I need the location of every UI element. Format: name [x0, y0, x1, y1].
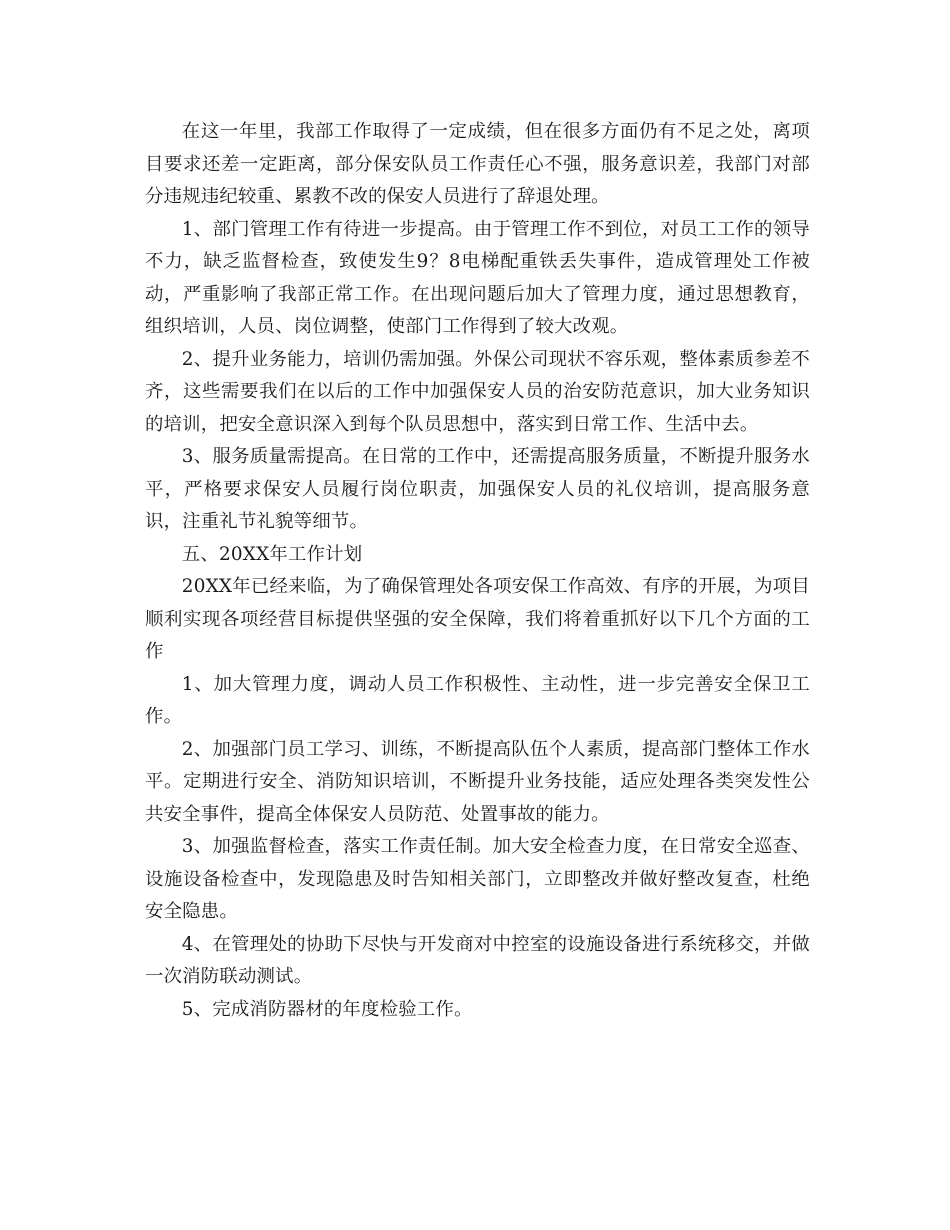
paragraph-summary: 在这一年里，我部工作取得了一定成绩，但在很多方面仍有不足之处，离项目要求还差一定距离，部分保安队员工作责任心不强，服务意识差，我部门对部分违规违纪较重、累教不改的保安人员进行了辞退处理。 [145, 121, 810, 207]
paragraph-issue-2: 2、提升业务能力，培训仍需加强。外保公司现状不容乐观，整体素质参差不齐，这些需要我们在以后的工作中加强保安人员的治安防范意识，加大业务知识的培训，把安全意识深入到每个队员思想中，落实到日常工作、生活中去。 [145, 348, 810, 435]
paragraph-plan-4: 4、在管理处的协助下尽快与开发商对中控室的设施设备进行系统移交，并做一次消防联动测试。 [145, 933, 810, 987]
paragraph-plan-1: 1、加大管理力度，调动人员工作积极性、主动性，进一步完善安全保卫工作。 [145, 673, 810, 727]
paragraph-issue-3: 3、服务质量需提高。在日常的工作中，还需提高服务质量，不断提升服务水平，严格要求保安人员履行岗位职责，加强保安人员的礼仪培训，提高服务意识，注重礼节礼貌等细节。 [145, 446, 810, 532]
paragraph-issue-1: 1、部门管理工作有待进一步提高。由于管理工作不到位，对员工工作的领导不力，缺乏监督检查，致使发生9？8电梯配重铁丢失事件，造成管理处工作被动，严重影响了我部正常工作。在出现问题后加大了管理力度，通过思想教育，组织培训，人员、岗位调整，使部门工作得到了较大改观。 [145, 218, 810, 337]
paragraph-plan-2: 2、加强部门员工学习、训练，不断提高队伍个人素质，提高部门整体工作水平。定期进行安全、消防知识培训，不断提升业务技能，适应处理各类突发性公共安全事件，提高全体保安人员防范、处置事故的能力。 [145, 738, 810, 825]
paragraph-plan-intro: 20XX年已经来临，为了确保管理处各项安保工作高效、有序的开展，为项目顺利实现各项经营目标提供坚强的安全保障，我们将着重抓好以下几个方面的工作 [145, 576, 810, 662]
document-body [145, 116, 810, 1026]
paragraph-plan-5: 5、完成消防器材的年度检验工作。 [181, 998, 473, 1020]
paragraph-plan-3: 3、加强监督检查，落实工作责任制。加大安全检查力度，在日常安全巡查、设施设备检查中，发现隐患及时告知相关部门，立即整改并做好整改复查，杜绝安全隐患。 [145, 836, 810, 922]
section-heading-plan: 五、20XX年工作计划 [181, 543, 363, 565]
